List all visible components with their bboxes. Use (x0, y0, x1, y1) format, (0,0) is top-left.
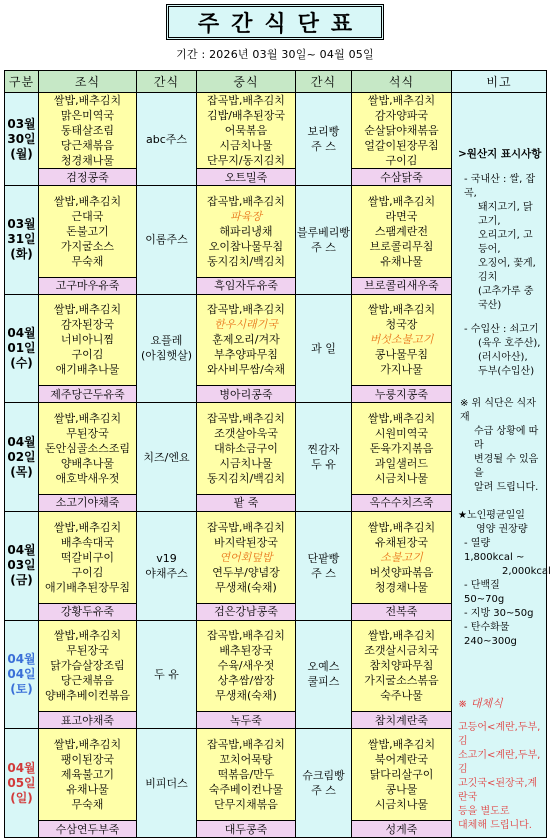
menu-lines (197, 411, 295, 486)
date-day: 05일 (7, 775, 36, 790)
am-snack-cell (137, 186, 197, 295)
page-title: 주간식단표 (166, 4, 384, 40)
lunch-cell (197, 620, 296, 712)
menu-item: 시금치나물 (374, 472, 429, 486)
lunch-porridge: 팥 죽 (197, 494, 296, 511)
lunch-cell (197, 186, 296, 278)
menu-lines (137, 333, 196, 363)
menu-item: 닭가슴살장조림 (50, 659, 125, 673)
menu-item: 쌀밥,배추김치 (53, 412, 122, 426)
breakfast-porridge: 강황두유죽 (39, 603, 137, 620)
note-block (458, 173, 542, 313)
menu-item: 동지김치/백김치 (206, 472, 286, 486)
date-weekday: (월) (10, 146, 33, 161)
pm-snack-cell (296, 620, 352, 729)
menu-item: 야채주스 (145, 566, 188, 580)
menu-lines (352, 737, 451, 812)
menu-lines (352, 93, 451, 168)
menu-item: 콩나물무침 (374, 348, 429, 362)
date-weekday: (토) (10, 681, 33, 696)
menu-item: 두 유 (311, 458, 336, 472)
am-snack-cell (137, 294, 197, 403)
menu-lines (39, 194, 136, 269)
alternative-text (458, 721, 542, 833)
menu-item: 쿨피스 (307, 675, 340, 689)
menu-lines (197, 302, 295, 377)
menu-lines (352, 302, 451, 377)
menu-item: 청국장 (385, 318, 418, 332)
menu-item: 상추쌈/쌈장 (217, 674, 275, 688)
menu-item: 가지굴소스 (60, 239, 115, 253)
menu-lines (197, 194, 295, 269)
menu-item: 감자양파국 (374, 109, 429, 122)
menu-item: 쌀밥,배추김치 (367, 303, 436, 317)
am-snack-cell (137, 511, 197, 620)
menu-item: 과일샐러드 (374, 457, 429, 471)
date-weekday: (금) (10, 573, 33, 588)
notes-cell (452, 93, 551, 838)
menu-item: 가지나물 (380, 363, 423, 377)
menu-lines (39, 737, 136, 812)
menu-item: 조갯살아욱국 (214, 427, 278, 441)
menu-item: 주 스 (311, 784, 336, 798)
pm-snack-cell (296, 186, 352, 295)
menu-lines (296, 768, 351, 798)
menu-lines (197, 628, 295, 703)
lunch-porridge: 오트밀죽 (197, 169, 296, 186)
menu-item: 라면국 (385, 209, 418, 223)
note-line: 오리고기, 고등어, (478, 230, 533, 255)
note-line: - 국내산 : 쌀, 잡곡, (464, 174, 536, 199)
menu-lines (296, 659, 351, 689)
breakfast-porridge: 제주당근두유죽 (39, 386, 137, 403)
dinner-porridge: 참치계란죽 (352, 712, 452, 729)
alternative-line: 대체해 드립니다. (458, 820, 532, 831)
breakfast-porridge: 고구마우유죽 (39, 277, 137, 294)
header-notes: 비고 (452, 71, 547, 93)
menu-item: 청경채나물 (60, 154, 115, 167)
menu-item: 슈크림빵 (302, 769, 345, 783)
menu-item: 김밥/배추된장국 (206, 109, 286, 122)
dinner-porridge: 누룽지콩죽 (352, 386, 452, 403)
date-weekday: (일) (10, 790, 33, 805)
date-weekday: (목) (10, 464, 33, 479)
nutrition-line: 2,000kcal (502, 566, 551, 577)
pm-snack-cell (296, 294, 352, 403)
menu-item: 숙주베이컨나물 (208, 783, 284, 797)
menu-item: (아침햇살) (140, 349, 193, 363)
menu-lines (197, 520, 295, 595)
menu-item: 제육불고기 (60, 768, 115, 782)
note-line: (고추가루 중국산) (478, 286, 534, 311)
note-line: 돼지고기, 닭고기, (478, 202, 533, 227)
date-month: 04월 (7, 651, 36, 666)
table-header-row (5, 71, 547, 93)
menu-item: 유채나물 (380, 254, 423, 268)
menu-item: 와사비무쌈/숙채 (206, 363, 286, 377)
breakfast-porridge: 수삼연두부죽 (39, 821, 137, 838)
menu-item: 쌀밥,배추김치 (367, 629, 436, 643)
menu-lines (137, 232, 196, 247)
menu-item: 양배추나물 (60, 457, 115, 471)
lunch-cell (197, 511, 296, 603)
breakfast-cell (39, 93, 137, 169)
header-pm-snack: 간식 (296, 71, 352, 93)
date-weekday: (수) (10, 355, 33, 370)
menu-item: 무숙채 (71, 798, 104, 812)
header-dinner: 석식 (352, 71, 452, 93)
dinner-cell (352, 93, 452, 169)
menu-lines (296, 124, 351, 154)
menu-lines (296, 225, 351, 255)
alternative-title: ※ 대체식 (458, 697, 503, 710)
menu-item: 쌀밥,배추김치 (367, 412, 436, 426)
day-date-cell (5, 729, 39, 838)
menu-item: 시금치나물 (219, 457, 273, 471)
menu-item: 구이김 (71, 348, 104, 362)
menu-item: 단무지/동지김치 (206, 154, 286, 167)
menu-item: 오이참나물무침 (208, 239, 284, 253)
dinner-porridge: 성게죽 (352, 821, 452, 838)
pm-snack-cell (296, 93, 352, 186)
day-date-cell (5, 294, 39, 403)
dinner-porridge: 전복죽 (352, 603, 452, 620)
header-lunch: 중식 (197, 71, 296, 93)
pm-snack-cell (296, 403, 352, 512)
menu-period: 기간 : 2026년 03월 30일~ 04월 05일 (176, 48, 374, 61)
menu-item: 쌀밥,배추김치 (367, 94, 436, 107)
note-line: - 수입산 : 쇠고기 (464, 324, 539, 335)
menu-item: 조갯살시금치국 (364, 644, 439, 658)
breakfast-cell (39, 294, 137, 386)
menu-item: 근대국 (71, 209, 104, 223)
weekly-menu-table (4, 70, 551, 838)
am-snack-cell (137, 403, 197, 512)
date-day: 31일 (7, 232, 36, 247)
menu-item: 동지김치/백김치 (206, 254, 286, 268)
lunch-porridge: 검은강남콩죽 (197, 603, 296, 620)
menu-item: 무숙채 (71, 254, 104, 268)
lunch-cell (197, 93, 296, 169)
date-month: 03월 (7, 217, 36, 232)
date-day: 03일 (7, 558, 36, 573)
menu-item: 잡곡밥,배추김치 (207, 194, 285, 208)
menu-item: 너비아니찜 (60, 333, 115, 347)
menu-lines (197, 93, 295, 168)
menu-item: 떡갈비구이 (60, 550, 115, 564)
lunch-porridge: 대두콩죽 (197, 821, 296, 838)
menu-item: 연어회덮밥 (219, 550, 273, 564)
menu-item: 보리빵 (307, 125, 340, 138)
menu-item: 떡볶음/만두 (217, 768, 275, 782)
day-date-cell (5, 620, 39, 729)
menu-item: 돈불고기 (66, 224, 109, 238)
am-snack-cell (137, 729, 197, 838)
dinner-cell (352, 186, 452, 278)
menu-item: 쌀밥,배추김치 (53, 629, 122, 643)
menu-item: 애호박새우젓 (55, 472, 120, 486)
menu-item: 닭다리살구이 (369, 768, 434, 782)
am-snack-cell (137, 93, 197, 186)
menu-lines (39, 520, 136, 595)
menu-item: 잡곡밥,배추김치 (207, 629, 285, 643)
menu-item: 브로콜리무침 (369, 239, 434, 253)
menu-item: 배추속대국 (60, 535, 115, 549)
pm-snack-cell (296, 729, 352, 838)
menu-item: 무된장국 (66, 427, 109, 441)
nutrition-line: - 탄수화물240~300g (464, 622, 517, 647)
menu-item: 무생채(숙채) (215, 689, 277, 703)
menu-item: 쌀밥,배추김치 (367, 738, 436, 752)
date-month: 04월 (7, 760, 36, 775)
menu-item: 잡곡밥,배추김치 (207, 94, 285, 107)
note-block (458, 323, 542, 379)
breakfast-porridge: 소고기야채죽 (39, 494, 137, 511)
menu-item: 블루베리빵 (296, 225, 351, 239)
menu-item: 쌀밥,배추김치 (53, 194, 122, 208)
menu-item: 유채된장국 (374, 535, 429, 549)
menu-item: 주 스 (311, 566, 336, 580)
breakfast-cell (39, 620, 137, 712)
menu-item: 이롬주스 (145, 233, 188, 247)
note-line: (러시아산), (478, 352, 528, 363)
menu-item: 애기배추된장무침 (44, 580, 130, 594)
note-line: 두부(수입산) (478, 366, 535, 377)
day-date-cell (5, 511, 39, 620)
pm-snack-cell (296, 511, 352, 620)
menu-item: 오예스 (307, 660, 340, 674)
alternative-line: 고깃국<된장국,계란국 (458, 778, 538, 803)
menu-item: 배추된장국 (219, 644, 273, 658)
menu-item: 어묵볶음 (224, 124, 268, 137)
menu-item: 동태살조림 (60, 124, 115, 137)
dinner-cell (352, 729, 452, 821)
lunch-porridge: 흑임자두유죽 (197, 277, 296, 294)
menu-lines (39, 411, 136, 486)
lunch-cell (197, 729, 296, 821)
day-date-cell (5, 403, 39, 512)
date-day: 04일 (7, 666, 36, 681)
lunch-porridge: 병아리콩죽 (197, 386, 296, 403)
menu-item: 시원미역국 (374, 427, 429, 441)
menu-item: 가지굴소스볶음 (364, 674, 439, 688)
dinner-porridge: 브로콜리새우죽 (352, 277, 452, 294)
menu-lines (296, 442, 351, 472)
menu-item: 두 유 (154, 667, 179, 681)
menu-item: 대하소금구이 (214, 442, 278, 456)
menu-item: 쌀밥,배추김치 (53, 520, 122, 534)
menu-item: 주 스 (311, 240, 336, 254)
note-line: 알려 드립니다. (474, 482, 539, 493)
dinner-cell (352, 511, 452, 603)
menu-lines (137, 776, 196, 791)
date-day: 02일 (7, 449, 36, 464)
breakfast-cell (39, 403, 137, 495)
menu-lines (352, 411, 451, 486)
menu-item: 구이김 (385, 154, 418, 167)
dinner-cell (352, 294, 452, 386)
menu-lines (352, 194, 451, 269)
menu-item: 쌀밥,배추김치 (53, 303, 122, 317)
menu-item: 순살닭야채볶음 (364, 124, 439, 137)
menu-item: 얼갈이된장무침 (364, 139, 439, 152)
breakfast-cell (39, 186, 137, 278)
menu-lines (296, 551, 351, 581)
alternative-line: 등을 별도로 (458, 806, 510, 817)
note-block (458, 397, 542, 495)
menu-item: 단무지채볶음 (214, 798, 278, 812)
menu-item: 무된장국 (66, 644, 109, 658)
alternative-line: 소고기<계란,두부,김 (458, 750, 541, 775)
menu-item: 돈안심골소스조림 (44, 442, 130, 456)
date-day: 01일 (7, 340, 36, 355)
nutrition-title: ★노인평균일일 (458, 510, 525, 521)
dinner-porridge: 수삼닭죽 (352, 169, 452, 186)
menu-item: 치즈/엔요 (143, 450, 190, 464)
header-am-snack: 간식 (137, 71, 197, 93)
menu-item: 콩나물 (385, 783, 418, 797)
menu-item: abc주스 (145, 132, 188, 146)
date-month: 04월 (7, 434, 36, 449)
menu-item: 수육/새우젓 (217, 659, 275, 673)
nutrition-line: - 열량 1,800kcal ~ (464, 538, 525, 563)
nutrition-title: 영양 권장량 (476, 524, 528, 535)
dinner-cell (352, 403, 452, 495)
menu-item: 쌀밥,배추김치 (53, 94, 122, 107)
date-month: 04월 (7, 325, 36, 340)
menu-item: 잡곡밥,배추김치 (207, 412, 285, 426)
note-line: 수급 상황에 따라 (474, 426, 539, 451)
menu-item: 구이김 (71, 565, 104, 579)
menu-item: 요플레 (150, 334, 183, 348)
header-breakfast: 조식 (39, 71, 137, 93)
menu-lines (137, 132, 196, 147)
nutrition-block (458, 509, 551, 649)
menu-item: 쌀밥,배추김치 (367, 520, 436, 534)
menu-lines (352, 520, 451, 595)
menu-item: 유채나물 (66, 783, 109, 797)
note-line: (육우 호주산), (478, 338, 541, 349)
menu-item: 연두부/양념장 (212, 565, 280, 579)
menu-item: 애기배추나물 (55, 363, 120, 377)
menu-item: 숙주나물 (380, 689, 423, 703)
menu-item: 소불고기 (380, 550, 423, 564)
menu-item: 양배추베이컨볶음 (44, 689, 130, 703)
menu-item: 청경채나물 (374, 580, 429, 594)
menu-lines (137, 667, 196, 682)
menu-item: 팽이된장국 (60, 753, 115, 767)
menu-lines (137, 450, 196, 465)
menu-item: 시금치나물 (374, 798, 429, 812)
day-date-cell (5, 93, 39, 186)
menu-item: v19 (156, 551, 177, 565)
breakfast-porridge: 검정콩죽 (39, 169, 137, 186)
menu-item: 시금치나물 (219, 139, 273, 152)
nutrition-line: - 단백질 50~70g (464, 580, 505, 605)
note-line: 오징어, 꽃게, 김치 (478, 258, 536, 283)
origin-title: >원산지 표시사항 (458, 148, 542, 160)
lunch-porridge: 녹두죽 (197, 712, 296, 729)
menu-item: 파육장 (230, 209, 262, 223)
note-line: ※ 위 식단은 식자재 (460, 398, 536, 423)
day-date-cell (5, 186, 39, 295)
menu-item: 잡곡밥,배추김치 (207, 520, 285, 534)
menu-item: 잡곡밥,배추김치 (207, 303, 285, 317)
menu-item: 비피더스 (145, 776, 188, 790)
alternative-line: 고등어<계란,두부,김 (458, 722, 541, 747)
menu-lines (137, 551, 196, 581)
date-month: 03월 (7, 116, 36, 131)
menu-item: 부추양파무침 (214, 348, 278, 362)
dinner-cell (352, 620, 452, 712)
breakfast-cell (39, 729, 137, 821)
menu-lines (39, 302, 136, 377)
header-category: 구분 (5, 71, 39, 93)
menu-item: 버섯소불고기 (369, 333, 434, 347)
note-line: 변경될 수 있음을 (474, 454, 539, 479)
menu-item: 당근채볶음 (60, 674, 115, 688)
menu-item: 북어계란국 (374, 753, 429, 767)
menu-item: 단팥빵 (307, 551, 340, 565)
menu-item: 훈제오리/겨자 (212, 333, 280, 347)
date-day: 30일 (7, 131, 36, 146)
nutrition-line: - 지방 30~50g (464, 608, 534, 619)
menu-item: 돈육가지볶음 (369, 442, 434, 456)
menu-item: 바지락된장국 (214, 535, 278, 549)
menu-item: 감자된장국 (60, 318, 115, 332)
menu-lines (296, 341, 351, 356)
menu-lines (39, 93, 136, 168)
menu-item: 참치양파무침 (369, 659, 434, 673)
menu-lines (39, 628, 136, 703)
breakfast-porridge: 표고야채죽 (39, 712, 137, 729)
menu-item: 맑은미역국 (60, 109, 115, 122)
lunch-cell (197, 294, 296, 386)
menu-item: 한우시래기국 (214, 318, 278, 332)
day-row (5, 93, 547, 169)
menu-item: 스팸계란전 (374, 224, 429, 238)
menu-lines (197, 737, 295, 812)
menu-item: 쌀밥,배추김치 (367, 194, 436, 208)
menu-item: 버섯양파볶음 (369, 565, 434, 579)
date-weekday: (화) (10, 247, 33, 262)
menu-item: 무생채(숙채) (215, 580, 277, 594)
menu-item: 찐감자 (307, 443, 340, 457)
dinner-porridge: 옥수수치즈죽 (352, 494, 452, 511)
breakfast-cell (39, 511, 137, 603)
menu-item: 당근채볶음 (60, 139, 115, 152)
menu-item: 쌀밥,배추김치 (53, 738, 122, 752)
menu-item: 주 스 (311, 140, 336, 153)
menu-item: 과 일 (311, 341, 336, 355)
menu-item: 해파리냉채 (219, 224, 273, 238)
date-month: 04월 (7, 543, 36, 558)
menu-lines (352, 628, 451, 703)
menu-item: 잡곡밥,배추김치 (207, 738, 285, 752)
lunch-cell (197, 403, 296, 495)
am-snack-cell (137, 620, 197, 729)
menu-item: 꼬치어묵탕 (219, 753, 273, 767)
